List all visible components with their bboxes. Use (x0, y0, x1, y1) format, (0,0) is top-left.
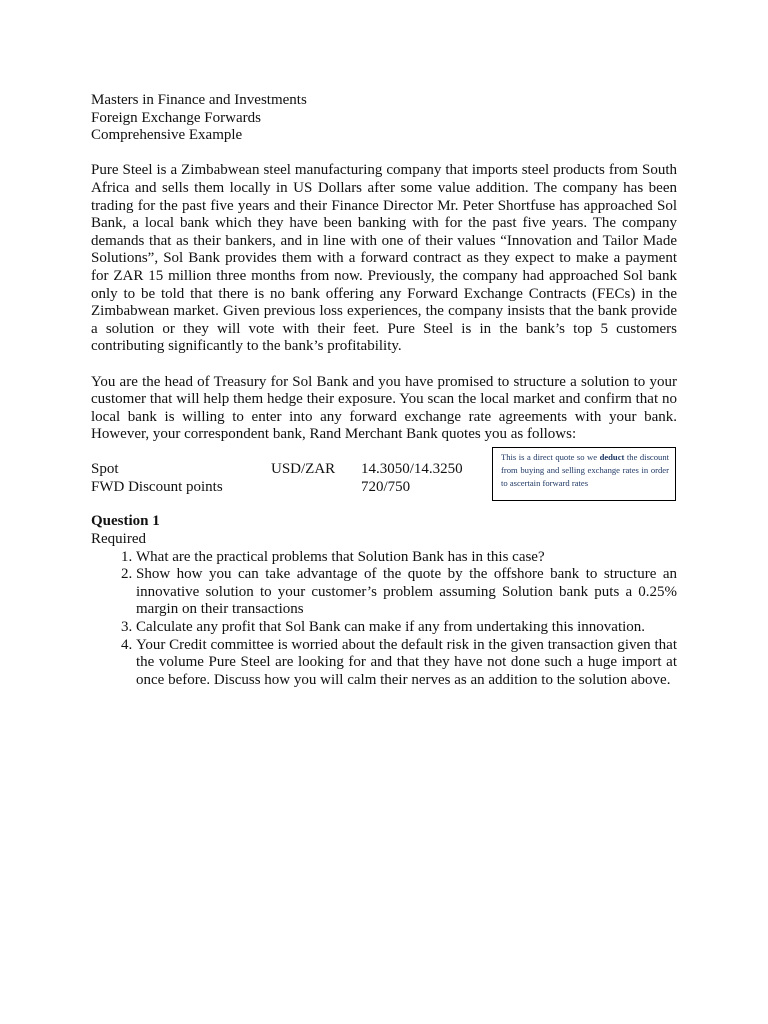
example-title: Comprehensive Example (91, 127, 243, 144)
question-title: Question 1 (91, 513, 160, 530)
spot-label: Spot (91, 461, 119, 478)
note-text-before: This is a direct quote so we (501, 452, 600, 463)
question-item: 3. Calculate any profit that Sol Bank can make if any from undertaking this innovation. (136, 619, 677, 637)
question-item: 4. Your Credit committee is worried about the default risk in the given transaction given that the volume Pure Steel are looking for and that they have not done such a huge import at once before. Discuss how you will calm their nerves as an addition to the solution above. (136, 637, 677, 690)
note-text-bold: deduct (599, 452, 625, 463)
required-label: Required (91, 531, 146, 548)
forward-points-row (91, 479, 491, 497)
topic-title: Foreign Exchange Forwards (91, 109, 261, 126)
currency-pair: USD/ZAR (271, 461, 336, 478)
question-item: 2. Show how you can take advantage of the quote by the offshore bank to structure an innovative solution to your customer’s problem assuming Solution bank puts a 0.25% margin on their transactions (136, 566, 677, 619)
course-title: Masters in Finance and Investments (91, 92, 307, 108)
question-item: 1. What are the practical problems that Solution Bank has in this case? (136, 549, 677, 567)
question-list (91, 549, 677, 690)
case-paragraph-1: Pure Steel is a Zimbabwean steel manufacturing company that imports steel products from South Africa and sells them locally in US Dollars after some value addition. The company has been trading for the past five years and their Finance Director Mr. Peter Shortfuse has approached Sol Bank, a local bank which they have been banking with for the past five years. The company demands that as their bankers, and in line with one of their values “Innovation and Tailor Made Solutions”, Sol Bank provides them with a forward contract as they expect to make a payment for ZAR 15 million three months from now. Previously, the company had approached Sol bank only to be told that there is no bank offering any Forward Exchange Contracts (FECs) in the Zimbabwean market. Given previous loss experiences, the company insists that the bank provide a solution or they will vote with their feet. Pure Steel is in the bank’s top 5 customers contributing significantly to the bank’s profitability. (91, 162, 677, 355)
document-page (91, 92, 677, 689)
forward-points-value: 720/750 (361, 479, 411, 496)
note-text-after: the discount from buying and selling exchange rates in order to ascertain forward rates (501, 452, 670, 489)
quote-table (91, 452, 677, 507)
document-header (91, 92, 677, 145)
direct-quote-note (492, 447, 676, 501)
spot-row (91, 461, 491, 479)
case-paragraph-2: You are the head of Treasury for Sol Bank and you have promised to structure a solution to your customer that will help them hedge their exposure. You scan the local market and confirm that no local bank is willing to enter into any forward exchange rate agreements with your bank. However, your correspondent bank, Rand Merchant Bank quotes you as follows: (91, 373, 677, 443)
forward-points-label: FWD Discount points (91, 479, 223, 496)
spot-value: 14.3050/14.3250 (361, 461, 463, 478)
